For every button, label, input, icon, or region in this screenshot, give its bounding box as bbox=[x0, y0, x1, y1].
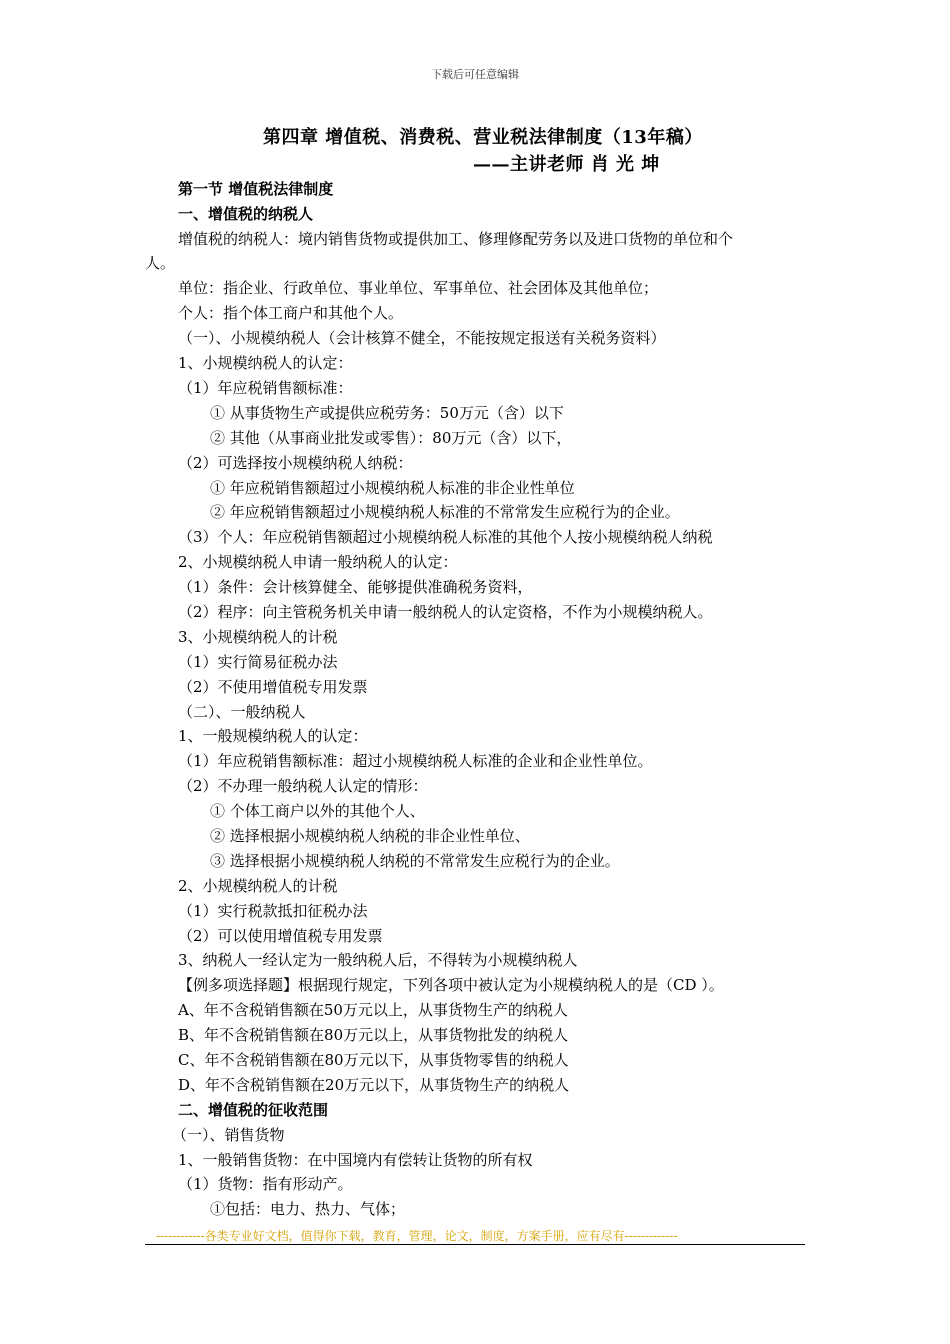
answer-option: D、年不含税销售额在20万元以下，从事货物生产的纳税人 bbox=[178, 1076, 570, 1094]
paragraph: 2、小规模纳税人的计税 bbox=[178, 877, 338, 895]
paragraph: （1）年应税销售额标准：超过小规模纳税人标准的企业和企业性单位。 bbox=[178, 752, 653, 770]
list-item: ①包括：电力、热力、气体； bbox=[210, 1200, 406, 1218]
answer-option: C、年不含税销售额在80万元以下，从事货物零售的纳税人 bbox=[178, 1051, 569, 1069]
example-question: 【例多项选择题】根据现行规定，下列各项中被认定为小规模纳税人的是（CD ）。 bbox=[178, 976, 724, 994]
list-item: ② 其他（从事商业批发或零售）：80万元（含）以下， bbox=[210, 429, 572, 447]
paragraph: （2）不办理一般纳税人认定的情形： bbox=[178, 777, 428, 795]
paragraph: 增值税的纳税人：境内销售货物或提供加工、修理修配劳务以及进口货物的单位和个 bbox=[178, 230, 734, 248]
paragraph: 人。 bbox=[145, 254, 176, 272]
paragraph: （2）可以使用增值税专用发票 bbox=[178, 927, 383, 945]
paragraph: （1）货物：指有形动产。 bbox=[178, 1175, 353, 1193]
list-item: ② 年应税销售额超过小规模纳税人标准的不常常发生应税行为的企业。 bbox=[210, 503, 680, 521]
list-item: ② 选择根据小规模纳税人纳税的非企业性单位、 bbox=[210, 827, 530, 845]
page-header: 下载后可任意编辑 bbox=[431, 68, 519, 81]
paragraph: （1）实行简易征税办法 bbox=[178, 653, 338, 671]
paragraph: （2）可选择按小规模纳税人纳税： bbox=[178, 454, 413, 472]
subsection-heading: 二、增值税的征收范围 bbox=[178, 1101, 329, 1119]
list-item: ① 从事货物生产或提供应税劳务：50万元（含）以下 bbox=[210, 404, 564, 422]
paragraph: 1、一般规模纳税人的认定： bbox=[178, 727, 368, 745]
footer-divider bbox=[145, 1244, 805, 1245]
paragraph: （1）年应税销售额标准： bbox=[178, 379, 353, 397]
lecturer-line: ——主讲老师 肖 光 坤 bbox=[473, 154, 660, 175]
paragraph: （一）、销售货物 bbox=[172, 1126, 285, 1144]
subsection-heading: 一、增值税的纳税人 bbox=[178, 205, 314, 223]
paragraph: 1、小规模纳税人的认定： bbox=[178, 354, 353, 372]
paragraph: 单位：指企业、行政单位、事业单位、军事单位、社会团体及其他单位； bbox=[178, 279, 659, 297]
list-item: ① 个体工商户以外的其他个人、 bbox=[210, 802, 425, 820]
chapter-title: 第四章 增值税、消费税、营业税法律制度（13年稿） bbox=[263, 127, 703, 148]
paragraph: 3、小规模纳税人的计税 bbox=[178, 628, 338, 646]
footer-banner: ------------各类专业好文档，值得你下载，教育，管理，论文，制度，方案手册，应有尽有------------- bbox=[156, 1229, 678, 1243]
paragraph: （3）个人：年应税销售额超过小规模纳税人标准的其他个人按小规模纳税人纳税 bbox=[178, 528, 713, 546]
paragraph: 1、一般销售货物：在中国境内有偿转让货物的所有权 bbox=[178, 1151, 533, 1169]
list-item: ① 年应税销售额超过小规模纳税人标准的非企业性单位 bbox=[210, 479, 575, 497]
paragraph: （1）实行税款抵扣征税办法 bbox=[178, 902, 368, 920]
answer-option: A、年不含税销售额在50万元以上，从事货物生产的纳税人 bbox=[178, 1001, 568, 1019]
section-heading: 第一节 增值税法律制度 bbox=[178, 180, 334, 198]
paragraph: （一）、小规模纳税人（会计核算不健全，不能按规定报送有关税务资料） bbox=[178, 329, 666, 347]
list-item: ③ 选择根据小规模纳税人纳税的不常常发生应税行为的企业。 bbox=[210, 852, 620, 870]
paragraph: （2）不使用增值税专用发票 bbox=[178, 678, 368, 696]
paragraph: （1）条件：会计核算健全、能够提供准确税务资料， bbox=[178, 578, 533, 596]
paragraph: 2、小规模纳税人申请一般纳税人的认定： bbox=[178, 553, 458, 571]
paragraph: （2）程序：向主管税务机关申请一般纳税人的认定资格，不作为小规模纳税人。 bbox=[178, 603, 713, 621]
paragraph: （二）、一般纳税人 bbox=[178, 703, 306, 721]
paragraph: 个人：指个体工商户和其他个人。 bbox=[178, 304, 404, 322]
answer-option: B、年不含税销售额在80万元以上，从事货物批发的纳税人 bbox=[178, 1026, 569, 1044]
paragraph: 3、纳税人一经认定为一般纳税人后，不得转为小规模纳税人 bbox=[178, 951, 578, 969]
